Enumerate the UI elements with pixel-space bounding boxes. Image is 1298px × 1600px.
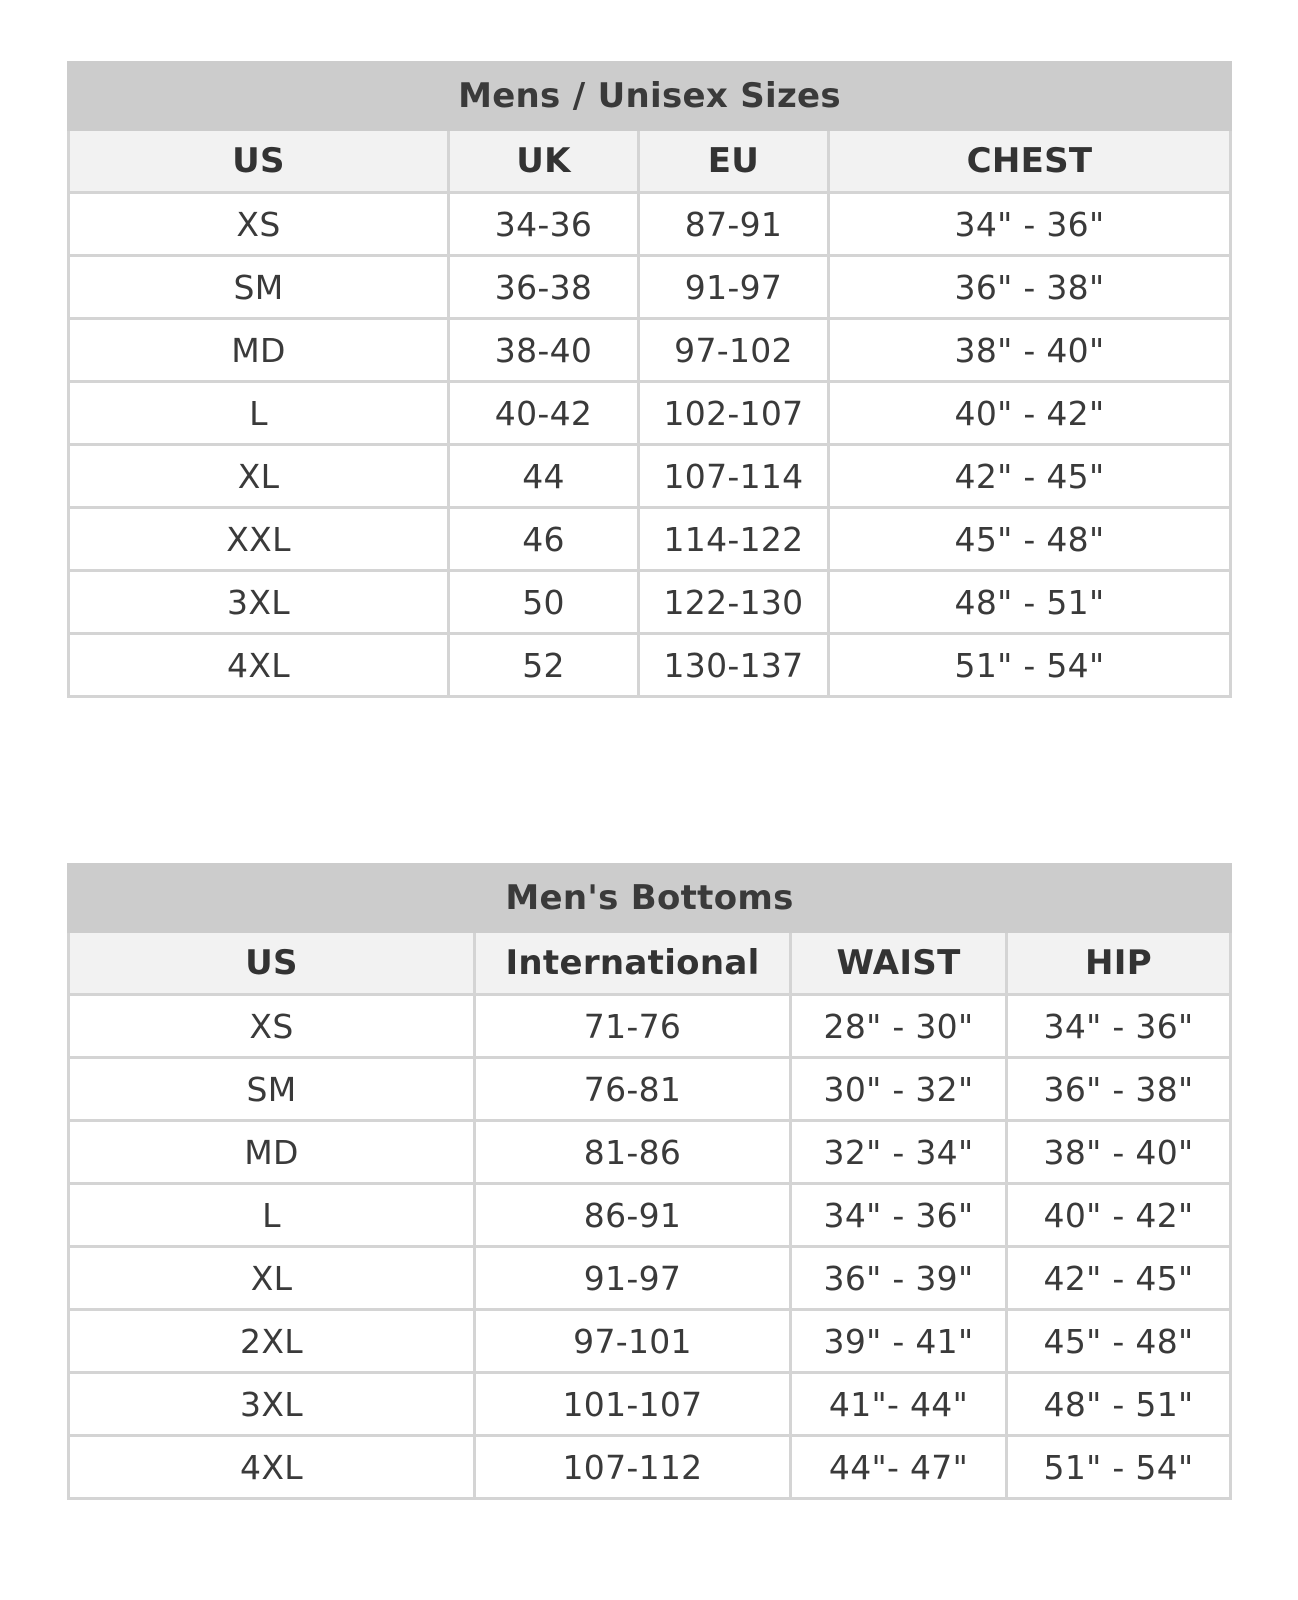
table-cell-us: XXL	[69, 508, 449, 571]
table-title: Mens / Unisex Sizes	[69, 63, 1231, 130]
table-cell-uk: 40-42	[449, 382, 639, 445]
table-cell-chest: 40" - 42"	[829, 382, 1231, 445]
table-cell-chest: 38" - 40"	[829, 319, 1231, 382]
column-header-hip: HIP	[1007, 932, 1231, 995]
table-cell-uk: 52	[449, 634, 639, 697]
table-cell-chest: 48" - 51"	[829, 571, 1231, 634]
table-cell-international: 91-97	[475, 1247, 791, 1310]
table-cell-international: 101-107	[475, 1373, 791, 1436]
table-cell-us: L	[69, 1184, 475, 1247]
table-cell-uk: 50	[449, 571, 639, 634]
table-row	[69, 445, 1231, 508]
table-cell-us: L	[69, 382, 449, 445]
table-cell-us: MD	[69, 1121, 475, 1184]
mens-unisex-size-table	[67, 61, 1232, 698]
table-cell-waist: 30" - 32"	[791, 1058, 1007, 1121]
table-header-row	[69, 932, 1231, 995]
table-cell-us: SM	[69, 1058, 475, 1121]
table-cell-waist: 36" - 39"	[791, 1247, 1007, 1310]
table-cell-waist: 44"- 47"	[791, 1436, 1007, 1499]
table-body	[69, 193, 1231, 697]
table-title-row	[69, 865, 1231, 932]
column-header-international: International	[475, 932, 791, 995]
table-cell-international: 81-86	[475, 1121, 791, 1184]
table-cell-chest: 51" - 54"	[829, 634, 1231, 697]
table-cell-chest: 45" - 48"	[829, 508, 1231, 571]
table-row	[69, 995, 1231, 1058]
table-cell-us: SM	[69, 256, 449, 319]
table-header-row	[69, 130, 1231, 193]
column-header-eu: EU	[639, 130, 829, 193]
table-cell-eu: 102-107	[639, 382, 829, 445]
table-cell-hip: 38" - 40"	[1007, 1121, 1231, 1184]
table-body	[69, 995, 1231, 1499]
table-cell-eu: 114-122	[639, 508, 829, 571]
table-cell-hip: 48" - 51"	[1007, 1373, 1231, 1436]
table-cell-international: 97-101	[475, 1310, 791, 1373]
table-cell-eu: 91-97	[639, 256, 829, 319]
table-title: Men's Bottoms	[69, 865, 1231, 932]
table-cell-waist: 41"- 44"	[791, 1373, 1007, 1436]
table-cell-us: XL	[69, 1247, 475, 1310]
table-cell-eu: 107-114	[639, 445, 829, 508]
table-cell-us: 3XL	[69, 1373, 475, 1436]
table-cell-hip: 36" - 38"	[1007, 1058, 1231, 1121]
table-row	[69, 1247, 1231, 1310]
table-cell-chest: 42" - 45"	[829, 445, 1231, 508]
column-header-us: US	[69, 130, 449, 193]
table-cell-international: 86-91	[475, 1184, 791, 1247]
table-cell-us: XL	[69, 445, 449, 508]
table-row	[69, 1436, 1231, 1499]
table-row	[69, 382, 1231, 445]
table-row	[69, 1184, 1231, 1247]
table-cell-eu: 122-130	[639, 571, 829, 634]
table-cell-waist: 32" - 34"	[791, 1121, 1007, 1184]
table-row	[69, 508, 1231, 571]
table-row	[69, 571, 1231, 634]
table-row	[69, 1373, 1231, 1436]
table-cell-us: 4XL	[69, 634, 449, 697]
table-row	[69, 193, 1231, 256]
column-header-chest: CHEST	[829, 130, 1231, 193]
table-cell-uk: 46	[449, 508, 639, 571]
table-cell-us: 4XL	[69, 1436, 475, 1499]
table-cell-hip: 51" - 54"	[1007, 1436, 1231, 1499]
table-cell-hip: 40" - 42"	[1007, 1184, 1231, 1247]
table-cell-uk: 44	[449, 445, 639, 508]
table-cell-hip: 34" - 36"	[1007, 995, 1231, 1058]
column-header-waist: WAIST	[791, 932, 1007, 995]
table-row	[69, 1121, 1231, 1184]
table-row	[69, 319, 1231, 382]
table-cell-us: 2XL	[69, 1310, 475, 1373]
table-title-row	[69, 63, 1231, 130]
table-cell-eu: 130-137	[639, 634, 829, 697]
table-row	[69, 1058, 1231, 1121]
table-cell-us: 3XL	[69, 571, 449, 634]
table-cell-uk: 34-36	[449, 193, 639, 256]
column-header-us: US	[69, 932, 475, 995]
table-cell-eu: 87-91	[639, 193, 829, 256]
table-cell-us: MD	[69, 319, 449, 382]
table-cell-international: 76-81	[475, 1058, 791, 1121]
table-cell-chest: 36" - 38"	[829, 256, 1231, 319]
table-cell-international: 71-76	[475, 995, 791, 1058]
column-header-uk: UK	[449, 130, 639, 193]
table-cell-us: XS	[69, 193, 449, 256]
mens-bottoms-size-table	[67, 863, 1232, 1500]
table-row	[69, 1310, 1231, 1373]
table-row	[69, 256, 1231, 319]
table-cell-chest: 34" - 36"	[829, 193, 1231, 256]
table-cell-waist: 34" - 36"	[791, 1184, 1007, 1247]
table-cell-hip: 45" - 48"	[1007, 1310, 1231, 1373]
table-cell-uk: 38-40	[449, 319, 639, 382]
table-cell-waist: 28" - 30"	[791, 995, 1007, 1058]
table-cell-us: XS	[69, 995, 475, 1058]
table-cell-waist: 39" - 41"	[791, 1310, 1007, 1373]
table-row	[69, 634, 1231, 697]
table-cell-hip: 42" - 45"	[1007, 1247, 1231, 1310]
table-cell-uk: 36-38	[449, 256, 639, 319]
table-cell-eu: 97-102	[639, 319, 829, 382]
table-cell-international: 107-112	[475, 1436, 791, 1499]
